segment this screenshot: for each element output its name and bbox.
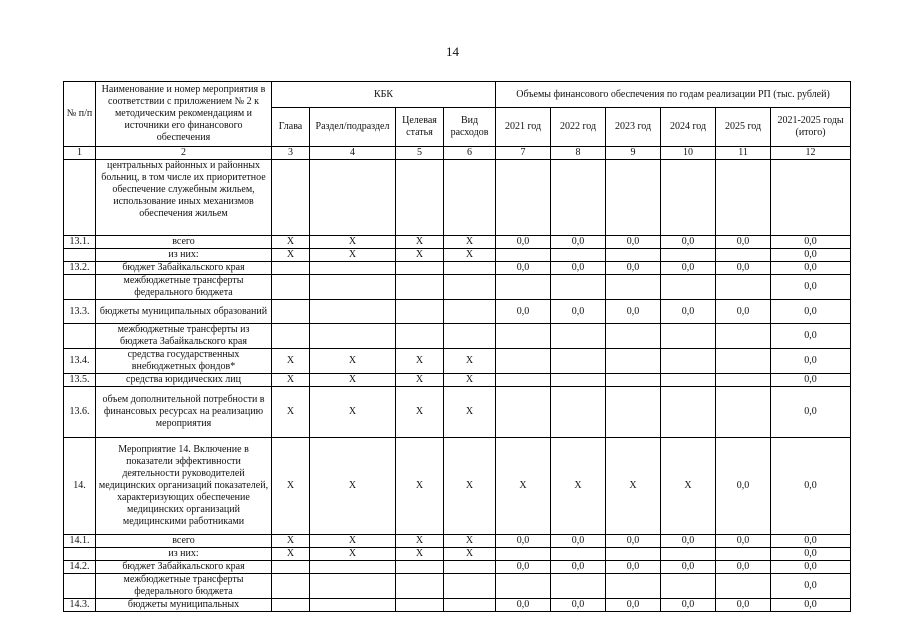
value-cell — [310, 599, 396, 612]
column-number-cell: 6 — [444, 147, 496, 160]
value-cell: 0,0 — [661, 561, 716, 574]
row-number-cell — [64, 324, 96, 349]
row-number-cell: 13.6. — [64, 387, 96, 438]
value-cell — [551, 374, 606, 387]
value-cell — [716, 275, 771, 300]
row-number-cell — [64, 275, 96, 300]
value-cell — [310, 324, 396, 349]
value-cell — [396, 262, 444, 275]
header-sub-cell: 2021 год — [496, 108, 551, 147]
value-cell: 0,0 — [771, 249, 851, 262]
value-cell — [272, 262, 310, 275]
value-cell: 0,0 — [496, 535, 551, 548]
value-cell — [661, 275, 716, 300]
row-name-cell: из них: — [96, 548, 272, 561]
header-sub-cell: 2021-2025 годы (итого) — [771, 108, 851, 147]
value-cell — [444, 599, 496, 612]
value-cell: X — [272, 249, 310, 262]
value-cell — [716, 548, 771, 561]
value-cell — [496, 324, 551, 349]
value-cell — [496, 387, 551, 438]
row-number-cell: 13.1. — [64, 236, 96, 249]
value-cell — [396, 561, 444, 574]
value-cell: 0,0 — [771, 387, 851, 438]
value-cell: 0,0 — [771, 300, 851, 324]
column-number-cell: 8 — [551, 147, 606, 160]
value-cell — [551, 548, 606, 561]
value-cell — [716, 249, 771, 262]
value-cell: 0,0 — [716, 236, 771, 249]
table-row — [64, 324, 851, 349]
value-cell: X — [444, 548, 496, 561]
value-cell — [396, 275, 444, 300]
value-cell: X — [444, 249, 496, 262]
value-cell — [444, 561, 496, 574]
row-name-cell: всего — [96, 535, 272, 548]
value-cell — [496, 349, 551, 374]
table-row — [64, 548, 851, 561]
value-cell — [444, 574, 496, 599]
row-number-cell: 13.4. — [64, 349, 96, 374]
value-cell — [272, 561, 310, 574]
column-number-cell: 10 — [661, 147, 716, 160]
value-cell: X — [396, 374, 444, 387]
row-name-cell: бюджет Забайкальского края — [96, 561, 272, 574]
value-cell — [496, 574, 551, 599]
value-cell — [661, 160, 716, 236]
row-number-cell: 14.3. — [64, 599, 96, 612]
value-cell — [661, 249, 716, 262]
value-cell: X — [661, 438, 716, 535]
row-name-cell: всего — [96, 236, 272, 249]
value-cell: 0,0 — [661, 262, 716, 275]
value-cell: 0,0 — [716, 561, 771, 574]
value-cell: 0,0 — [551, 535, 606, 548]
value-cell — [771, 160, 851, 236]
value-cell: X — [310, 349, 396, 374]
row-number-cell — [64, 574, 96, 599]
value-cell: 0,0 — [771, 236, 851, 249]
value-cell: X — [496, 438, 551, 535]
value-cell — [661, 349, 716, 374]
value-cell: X — [310, 387, 396, 438]
value-cell — [606, 374, 661, 387]
value-cell: 0,0 — [496, 300, 551, 324]
value-cell: X — [310, 249, 396, 262]
table-row — [64, 262, 851, 275]
value-cell — [551, 324, 606, 349]
row-name-cell: средства государственных внебюджетных фондов* — [96, 349, 272, 374]
page-number: 14 — [446, 44, 459, 59]
value-cell: 0,0 — [716, 300, 771, 324]
value-cell — [716, 574, 771, 599]
value-cell — [396, 574, 444, 599]
value-cell: X — [551, 438, 606, 535]
column-number-cell: 5 — [396, 147, 444, 160]
value-cell: X — [396, 548, 444, 561]
value-cell — [551, 349, 606, 374]
value-cell — [396, 160, 444, 236]
header-sub-cell: Глава — [272, 108, 310, 147]
row-name-cell: Мероприятие 14. Включение в показатели эффективности деятельности руководителей медицинских организаций показателей, характеризующих обеспечение медицинских организаций медицинскими работниками — [96, 438, 272, 535]
value-cell — [661, 387, 716, 438]
value-cell — [310, 300, 396, 324]
value-cell — [661, 574, 716, 599]
value-cell — [496, 275, 551, 300]
value-cell: X — [444, 374, 496, 387]
row-name-cell: средства юридических лиц — [96, 374, 272, 387]
row-name-cell: межбюджетные трансферты из бюджета Забайкальского края — [96, 324, 272, 349]
value-cell: 0,0 — [771, 535, 851, 548]
row-name-cell: межбюджетные трансферты федерального бюджета — [96, 574, 272, 599]
header-sub-cell: Раздел/подраздел — [310, 108, 396, 147]
column-number-cell: 11 — [716, 147, 771, 160]
header-sub-cell: 2022 год — [551, 108, 606, 147]
value-cell: 0,0 — [771, 599, 851, 612]
value-cell: 0,0 — [771, 438, 851, 535]
value-cell: 0,0 — [661, 599, 716, 612]
row-name-cell: объем дополнительной потребности в финансовых ресурсах на реализацию мероприятия — [96, 387, 272, 438]
value-cell: X — [444, 387, 496, 438]
value-cell — [606, 275, 661, 300]
value-cell — [661, 324, 716, 349]
header-sub-cell: Целевая статья — [396, 108, 444, 147]
value-cell: 0,0 — [551, 262, 606, 275]
value-cell: X — [396, 387, 444, 438]
value-cell: 0,0 — [771, 561, 851, 574]
value-cell — [496, 249, 551, 262]
value-cell: 0,0 — [551, 599, 606, 612]
value-cell — [606, 387, 661, 438]
value-cell: 0,0 — [606, 561, 661, 574]
value-cell — [661, 374, 716, 387]
table-row — [64, 574, 851, 599]
value-cell: 0,0 — [551, 561, 606, 574]
table-row — [64, 349, 851, 374]
value-cell — [272, 300, 310, 324]
value-cell: X — [396, 249, 444, 262]
value-cell: 0,0 — [606, 599, 661, 612]
financing-table — [63, 81, 851, 612]
header-kbk: КБК — [272, 82, 496, 108]
value-cell: 0,0 — [606, 535, 661, 548]
header-volume: Объемы финансового обеспечения по годам реализации РП (тыс. рублей) — [496, 82, 851, 108]
value-cell: 0,0 — [771, 349, 851, 374]
table-row — [64, 535, 851, 548]
value-cell — [551, 574, 606, 599]
value-cell: X — [310, 374, 396, 387]
value-cell: 0,0 — [771, 548, 851, 561]
value-cell — [496, 548, 551, 561]
value-cell — [551, 249, 606, 262]
value-cell — [716, 349, 771, 374]
value-cell: X — [272, 548, 310, 561]
value-cell: X — [310, 236, 396, 249]
value-cell: X — [444, 438, 496, 535]
row-number-cell: 13.2. — [64, 262, 96, 275]
value-cell: 0,0 — [496, 236, 551, 249]
value-cell — [496, 160, 551, 236]
value-cell — [606, 349, 661, 374]
value-cell: X — [444, 236, 496, 249]
header-sub-cell: 2023 год — [606, 108, 661, 147]
value-cell: X — [272, 374, 310, 387]
value-cell: X — [396, 535, 444, 548]
value-cell: 0,0 — [716, 262, 771, 275]
table-row — [64, 300, 851, 324]
value-cell — [444, 262, 496, 275]
value-cell: 0,0 — [771, 275, 851, 300]
value-cell: X — [444, 349, 496, 374]
value-cell — [272, 599, 310, 612]
value-cell: X — [272, 349, 310, 374]
column-number-cell: 1 — [64, 147, 96, 160]
row-name-cell: межбюджетные трансферты федерального бюджета — [96, 275, 272, 300]
value-cell — [444, 160, 496, 236]
column-number-cell: 12 — [771, 147, 851, 160]
value-cell — [272, 324, 310, 349]
table-row — [64, 438, 851, 535]
value-cell: 0,0 — [496, 262, 551, 275]
value-cell: 0,0 — [771, 574, 851, 599]
value-cell — [310, 561, 396, 574]
value-cell — [310, 574, 396, 599]
row-number-cell — [64, 249, 96, 262]
column-number-cell: 9 — [606, 147, 661, 160]
table-row — [64, 561, 851, 574]
column-number-cell: 4 — [310, 147, 396, 160]
value-cell — [606, 249, 661, 262]
row-name-cell: бюджеты муниципальных образований — [96, 300, 272, 324]
value-cell: 0,0 — [606, 236, 661, 249]
value-cell — [551, 160, 606, 236]
value-cell — [716, 324, 771, 349]
value-cell — [396, 300, 444, 324]
value-cell — [396, 324, 444, 349]
value-cell: X — [272, 236, 310, 249]
value-cell — [551, 387, 606, 438]
value-cell: X — [272, 438, 310, 535]
header-sub-cell: 2025 год — [716, 108, 771, 147]
value-cell — [606, 548, 661, 561]
value-cell — [716, 160, 771, 236]
value-cell: 0,0 — [606, 262, 661, 275]
value-cell — [661, 548, 716, 561]
value-cell: 0,0 — [771, 324, 851, 349]
header-sub-cell: 2024 год — [661, 108, 716, 147]
column-number-cell: 3 — [272, 147, 310, 160]
column-number-cell: 7 — [496, 147, 551, 160]
value-cell: 0,0 — [771, 374, 851, 387]
value-cell: X — [444, 535, 496, 548]
row-number-cell: 14. — [64, 438, 96, 535]
table-row — [64, 275, 851, 300]
value-cell — [606, 574, 661, 599]
value-cell: 0,0 — [716, 599, 771, 612]
value-cell: X — [272, 387, 310, 438]
table-row — [64, 599, 851, 612]
value-cell: 0,0 — [606, 300, 661, 324]
value-cell — [716, 387, 771, 438]
row-number-cell: 14.2. — [64, 561, 96, 574]
value-cell: 0,0 — [716, 535, 771, 548]
column-number-cell: 2 — [96, 147, 272, 160]
value-cell — [310, 275, 396, 300]
value-cell: X — [310, 438, 396, 535]
value-cell: X — [396, 236, 444, 249]
row-number-cell: 14.1. — [64, 535, 96, 548]
header-sub-cell: Вид расходов — [444, 108, 496, 147]
value-cell — [310, 160, 396, 236]
value-cell: 0,0 — [551, 300, 606, 324]
value-cell: 0,0 — [716, 438, 771, 535]
value-cell: 0,0 — [661, 236, 716, 249]
value-cell — [551, 275, 606, 300]
table-row — [64, 249, 851, 262]
row-name-cell: бюджеты муниципальных — [96, 599, 272, 612]
header-name: Наименование и номер мероприятия в соответствии с приложением № 2 к методическим рекомендациям и источники его финансового обеспечения — [96, 82, 272, 147]
value-cell: 0,0 — [551, 236, 606, 249]
value-cell — [716, 374, 771, 387]
row-name-cell: бюджет Забайкальского края — [96, 262, 272, 275]
row-number-cell — [64, 548, 96, 561]
value-cell — [272, 574, 310, 599]
row-number-cell: 13.5. — [64, 374, 96, 387]
value-cell — [606, 324, 661, 349]
value-cell — [444, 324, 496, 349]
value-cell — [444, 275, 496, 300]
table-row — [64, 374, 851, 387]
header-num: № п/п — [64, 82, 96, 147]
value-cell — [396, 599, 444, 612]
value-cell: X — [606, 438, 661, 535]
value-cell: X — [396, 438, 444, 535]
value-cell: 0,0 — [496, 561, 551, 574]
row-number-cell — [64, 160, 96, 236]
value-cell — [606, 160, 661, 236]
table-row — [64, 387, 851, 438]
row-name-cell: центральных районных и районных больниц, в том числе их приоритетное обеспечение служебным жильем, использование иных механизмов обеспечения жильем — [96, 160, 272, 236]
value-cell — [310, 262, 396, 275]
value-cell — [444, 300, 496, 324]
table-row — [64, 236, 851, 249]
value-cell — [272, 275, 310, 300]
value-cell — [496, 374, 551, 387]
value-cell: 0,0 — [496, 599, 551, 612]
table-row — [64, 160, 851, 236]
value-cell: X — [396, 349, 444, 374]
value-cell: 0,0 — [771, 262, 851, 275]
value-cell: X — [272, 535, 310, 548]
value-cell — [272, 160, 310, 236]
row-name-cell: из них: — [96, 249, 272, 262]
value-cell: 0,0 — [661, 300, 716, 324]
value-cell: X — [310, 535, 396, 548]
value-cell: 0,0 — [661, 535, 716, 548]
row-number-cell: 13.3. — [64, 300, 96, 324]
value-cell: X — [310, 548, 396, 561]
